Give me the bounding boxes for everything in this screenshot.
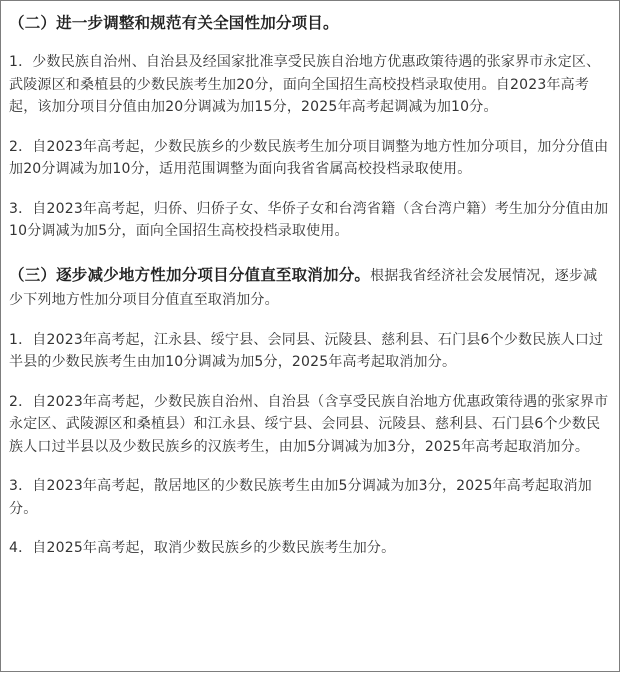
section-3-heading: （三）逐步减少地方性加分项目分值直至取消加分。 bbox=[9, 265, 371, 284]
section-2-item-2: 2．自2023年高考起，少数民族乡的少数民族考生加分项目调整为地方性加分项目，加分分值由加20分调减为加10分，适用范围调整为面向我省省属高校投档录取使用。 bbox=[9, 138, 609, 177]
section-3-item-2: 2．自2023年高考起，少数民族自治州、自治县（含享受民族自治地方优惠政策待遇的张家界市永定区、武陵源区和桑植县）和江永县、绥宁县、会同县、沅陵县、慈利县、石门县6个少数民族人口过半县以及少数民族乡的汉族考生，由加5分调减为加3分，2025年高考起取消加分。 bbox=[9, 393, 609, 455]
section-3-paragraph bbox=[9, 263, 609, 312]
section-3-item-4: 4．自2025年高考起，取消少数民族乡的少数民族考生加分。 bbox=[9, 540, 396, 556]
section-2-item-1: 1．少数民族自治州、自治县及经国家批准享受民族自治地方优惠政策待遇的张家界市永定区、武陵源区和桑植县的少数民族考生加20分，面向全国招生高校投档录取使用。自2023年高考起，该加分项目分值由加20分调减为加15分，2025年高考起调减为加10分。 bbox=[9, 54, 601, 115]
document-content bbox=[9, 11, 609, 577]
section-2-item-3: 3．自2023年高考起，归侨、归侨子女、华侨子女和台湾省籍（含台湾户籍）考生加分分值由加10分调减为加5分，面向全国招生高校投档录取使用。 bbox=[9, 200, 609, 239]
section-2-heading: （二）进一步调整和规范有关全国性加分项目。 bbox=[9, 14, 339, 32]
section-3-intro: 根据我省经济社会发展情况，逐步减少下列地方性加分项目分值直至取消加分。 bbox=[9, 267, 598, 308]
section-3-item-3: 3．自2023年高考起，散居地区的少数民族考生由加5分调减为加3分，2025年高考起取消加分。 bbox=[9, 478, 592, 517]
section-3-item-1: 1．自2023年高考起，江永县、绥宁县、会同县、沅陵县、慈利县、石门县6个少数民族人口过半县的少数民族考生由加10分调减为加5分，2025年高考起取消加分。 bbox=[9, 331, 604, 370]
